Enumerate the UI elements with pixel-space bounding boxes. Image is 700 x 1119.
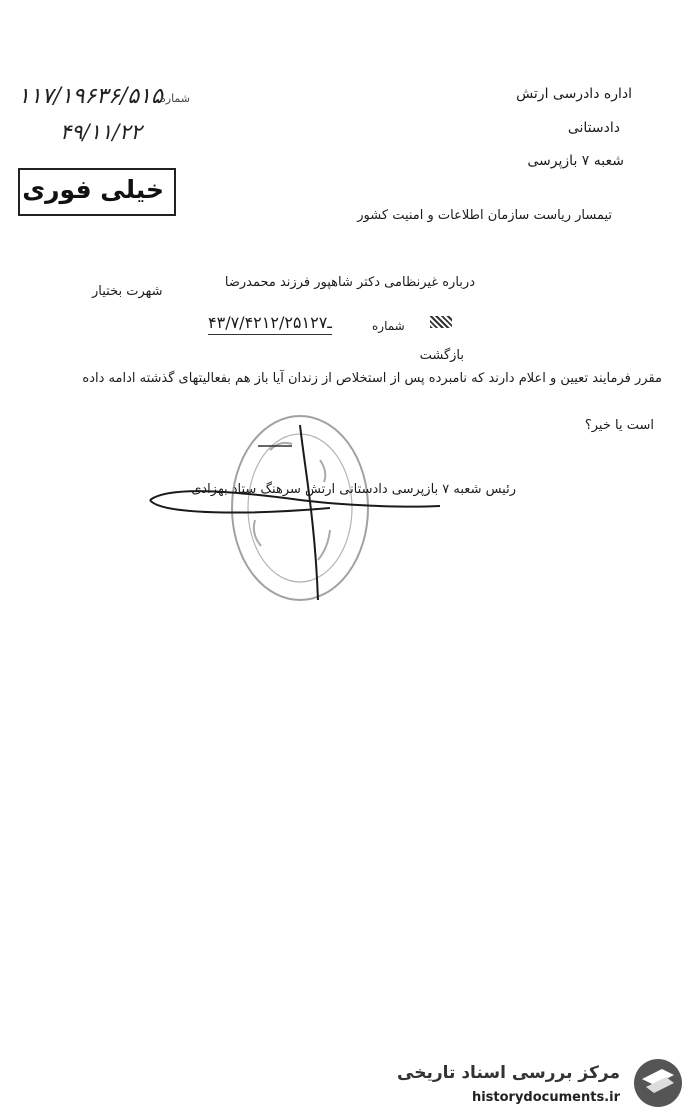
subject-surname: شهرت بختیار (92, 284, 163, 299)
ref-value: ۴۳/۷/۴ـ۲۱۲/۲۵۱۲۷ (208, 313, 332, 335)
reference-date: ۴۹/۱۱/۲۲ (60, 120, 142, 144)
watermark-url: historydocuments.ir (471, 1090, 620, 1105)
header-line-2: دادستانی (567, 120, 620, 136)
reference-number-label: شماره (160, 92, 191, 105)
subject-line: درباره غیرنظامی دکتر شاهپور فرزند محمدرضا (224, 275, 475, 290)
header-line-3: شعبه ۷ بازپرسی (527, 153, 624, 169)
ref-label: شماره (372, 319, 405, 333)
header-line-1: اداره دادرسی ارتش (516, 86, 632, 102)
body-line-1: مقرر فرمایند تعیین و اعلام دارند که نامبرده پس از استخلاص از زندان آیا باز هم بفعالیتهای گذشته ادامه داده (82, 371, 662, 386)
watermark-title: مرکز بررسی اسناد تاریخی (397, 1063, 620, 1083)
return-label: بازگشت (419, 348, 464, 363)
archive-logo-icon (628, 1055, 688, 1110)
recipient-line: تیمسار ریاست سازمان اطلاعات و امنیت کشور (357, 208, 612, 223)
signature-line: رئیس شعبه ۷ بازپرسی دادستانی ارتش سرهنگ ستاد بهزادی (191, 482, 516, 497)
signature-stroke (150, 425, 440, 600)
urgent-label: خیلی فوری (22, 175, 164, 204)
reference-number: ۱۱۷/۱۹۶۳۶/۵۱۵ (18, 84, 163, 109)
seal-stamp (232, 416, 368, 600)
body-line-2: است یا خیر؟ (584, 418, 654, 433)
